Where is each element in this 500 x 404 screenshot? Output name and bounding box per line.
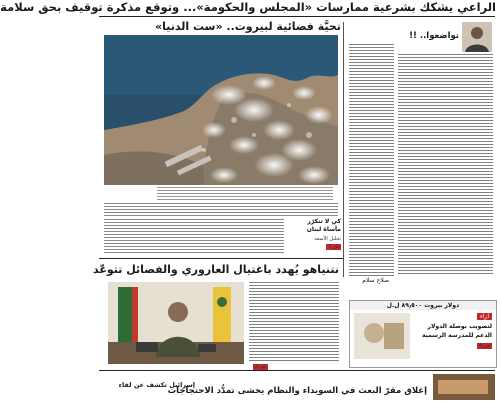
mid-headline: نتنياهو يُهدد باغتيال العاروري والفصائل تتوعّد bbox=[92, 263, 339, 276]
opinion-subtitle: الدعم للمدرسة الرسمية bbox=[422, 332, 492, 339]
column-body-2 bbox=[349, 44, 394, 276]
bottom-right-photo bbox=[433, 374, 495, 400]
column-title: تواضعوا.. !! bbox=[409, 31, 459, 41]
top-headline: الراعي يشكك بشرعية ممارسات «المجلس والحكومة»... وتوقع مذكرة توقيف بحق سلامة bbox=[0, 0, 496, 14]
teaser-line1: كي لا تتكرّر bbox=[307, 218, 341, 225]
opinion-page-badge: ص 4 bbox=[479, 343, 490, 349]
page-badge: ص 2 bbox=[255, 364, 266, 370]
bottom-left-headline: إسرائيل تكشف عن لقاء bbox=[118, 381, 195, 389]
teaser-page-badge: ص 7 bbox=[328, 244, 339, 250]
article-text bbox=[104, 219, 284, 255]
photo-title: تحيَّة فضائية لبيروت.. «ست الدنيا» bbox=[155, 20, 341, 33]
bottom-right-headline: إغلاق مقرّ البعث في السويداء والنظام يخشى تمدُّد الاحتجاجات bbox=[167, 386, 427, 396]
divider bbox=[99, 258, 343, 259]
opinion-title: لتصويب بوصلة الدولار bbox=[427, 323, 492, 330]
photo-caption bbox=[157, 187, 333, 201]
divider bbox=[99, 16, 495, 17]
teaser-box[interactable] bbox=[291, 216, 341, 256]
news-photo bbox=[108, 282, 244, 364]
teaser-line2: مأساة لبنان bbox=[306, 226, 341, 233]
beirut-satellite-photo bbox=[104, 35, 338, 185]
column-author-photo bbox=[462, 22, 492, 52]
dollar-header: دولار بيروت ٨٩٫٥٠٠ ل.ل bbox=[350, 301, 496, 310]
teaser-line3: تحليل الأسعد bbox=[314, 236, 341, 242]
column-author: صلاح سلام bbox=[362, 277, 389, 284]
column-body bbox=[398, 54, 493, 276]
dollar-box[interactable] bbox=[349, 300, 497, 368]
opinion-tag: آراء bbox=[477, 313, 492, 320]
divider bbox=[99, 370, 495, 371]
cartoon-image bbox=[354, 313, 410, 359]
column-border bbox=[343, 22, 344, 277]
article-text bbox=[249, 282, 339, 362]
